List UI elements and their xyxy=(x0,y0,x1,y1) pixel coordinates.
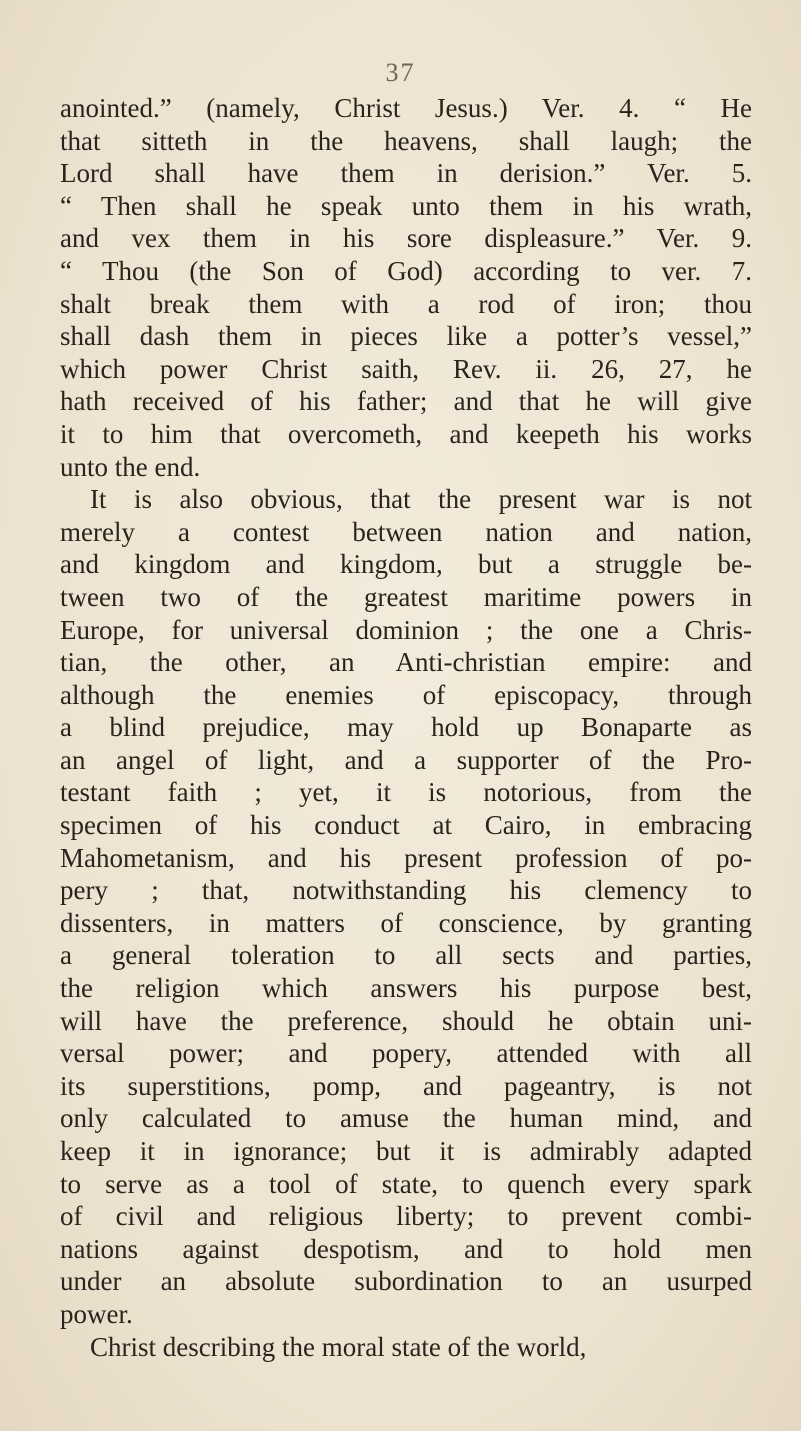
text-line: and vex them in his sore displeasure.” Ver. 9. xyxy=(60,223,752,254)
paragraph xyxy=(60,1331,752,1364)
text-line: to serve as a tool of state, to quench every spark xyxy=(60,1168,752,1199)
text-line: versal power; and popery, attended with all xyxy=(60,1038,752,1069)
text-line: of civil and religious liberty; to prevent combi- xyxy=(60,1201,752,1232)
text-line: testant faith ; yet, it is notorious, from the xyxy=(60,777,752,808)
text-line: tian, the other, an Anti-christian empire: and xyxy=(60,647,752,678)
text-line: pery ; that, notwithstanding his clemency to xyxy=(60,875,752,906)
paragraph xyxy=(60,92,752,483)
text-line: that sitteth in the heavens, shall laugh; the xyxy=(60,125,752,156)
text-line: shalt break them with a rod of iron; thou xyxy=(60,288,752,319)
text-line: an angel of light, and a supporter of the Pro- xyxy=(60,744,752,775)
text-line: a general toleration to all sects and parties, xyxy=(60,940,752,971)
text-line: merely a contest between nation and nation, xyxy=(60,516,752,547)
text-line: shall dash them in pieces like a potter’s vessel,” xyxy=(60,321,752,352)
text-line: Lord shall have them in derision.” Ver. 5. xyxy=(60,158,752,189)
text-line: it to him that overcometh, and keepeth his works xyxy=(60,418,752,449)
text-line: its superstitions, pomp, and pageantry, is not xyxy=(60,1070,752,1101)
text-line: a blind prejudice, may hold up Bonaparte as xyxy=(60,712,752,743)
text-line: anointed.” (namely, Christ Jesus.) Ver. 4. “ He xyxy=(60,93,752,123)
text-line: It is also obvious, that the present war is not xyxy=(90,484,752,515)
text-line: and kingdom and kingdom, but a struggle be- xyxy=(60,549,752,580)
body-text xyxy=(60,92,752,1363)
page-number: 37 xyxy=(385,58,416,87)
text-line: Christ describing the moral state of the world, xyxy=(90,1331,587,1362)
text-line: specimen of his conduct at Cairo, in embracing xyxy=(60,810,752,841)
text-line: only calculated to amuse the human mind, and xyxy=(60,1103,752,1134)
text-line: under an absolute subordination to an usurped xyxy=(60,1266,752,1297)
text-line: “ Thou (the Son of God) according to ver. 7. xyxy=(60,255,752,286)
text-line: unto the end. xyxy=(60,451,201,482)
text-line: nations against despotism, and to hold men xyxy=(60,1233,752,1264)
text-line: tween two of the greatest maritime powers in xyxy=(60,581,752,612)
text-line: Europe, for universal dominion ; the one a Chris- xyxy=(60,614,752,645)
text-line: “ Then shall he speak unto them in his wrath, xyxy=(60,190,752,221)
text-line: keep it in ignorance; but it is admirably adapted xyxy=(60,1136,752,1166)
text-line: Mahometanism, and his present profession of po- xyxy=(60,842,752,873)
text-line: hath received of his father; and that he will give xyxy=(60,386,752,417)
text-line: dissenters, in matters of conscience, by granting xyxy=(60,907,752,938)
paragraph xyxy=(60,483,752,1330)
text-line: power. xyxy=(60,1298,133,1329)
text-line: although the enemies of episcopacy, through xyxy=(60,679,752,710)
text-line: will have the preference, should he obtain uni- xyxy=(60,1005,752,1036)
text-line: which power Christ saith, Rev. ii. 26, 27, he xyxy=(60,353,752,384)
text-line: the religion which answers his purpose best, xyxy=(60,973,752,1004)
